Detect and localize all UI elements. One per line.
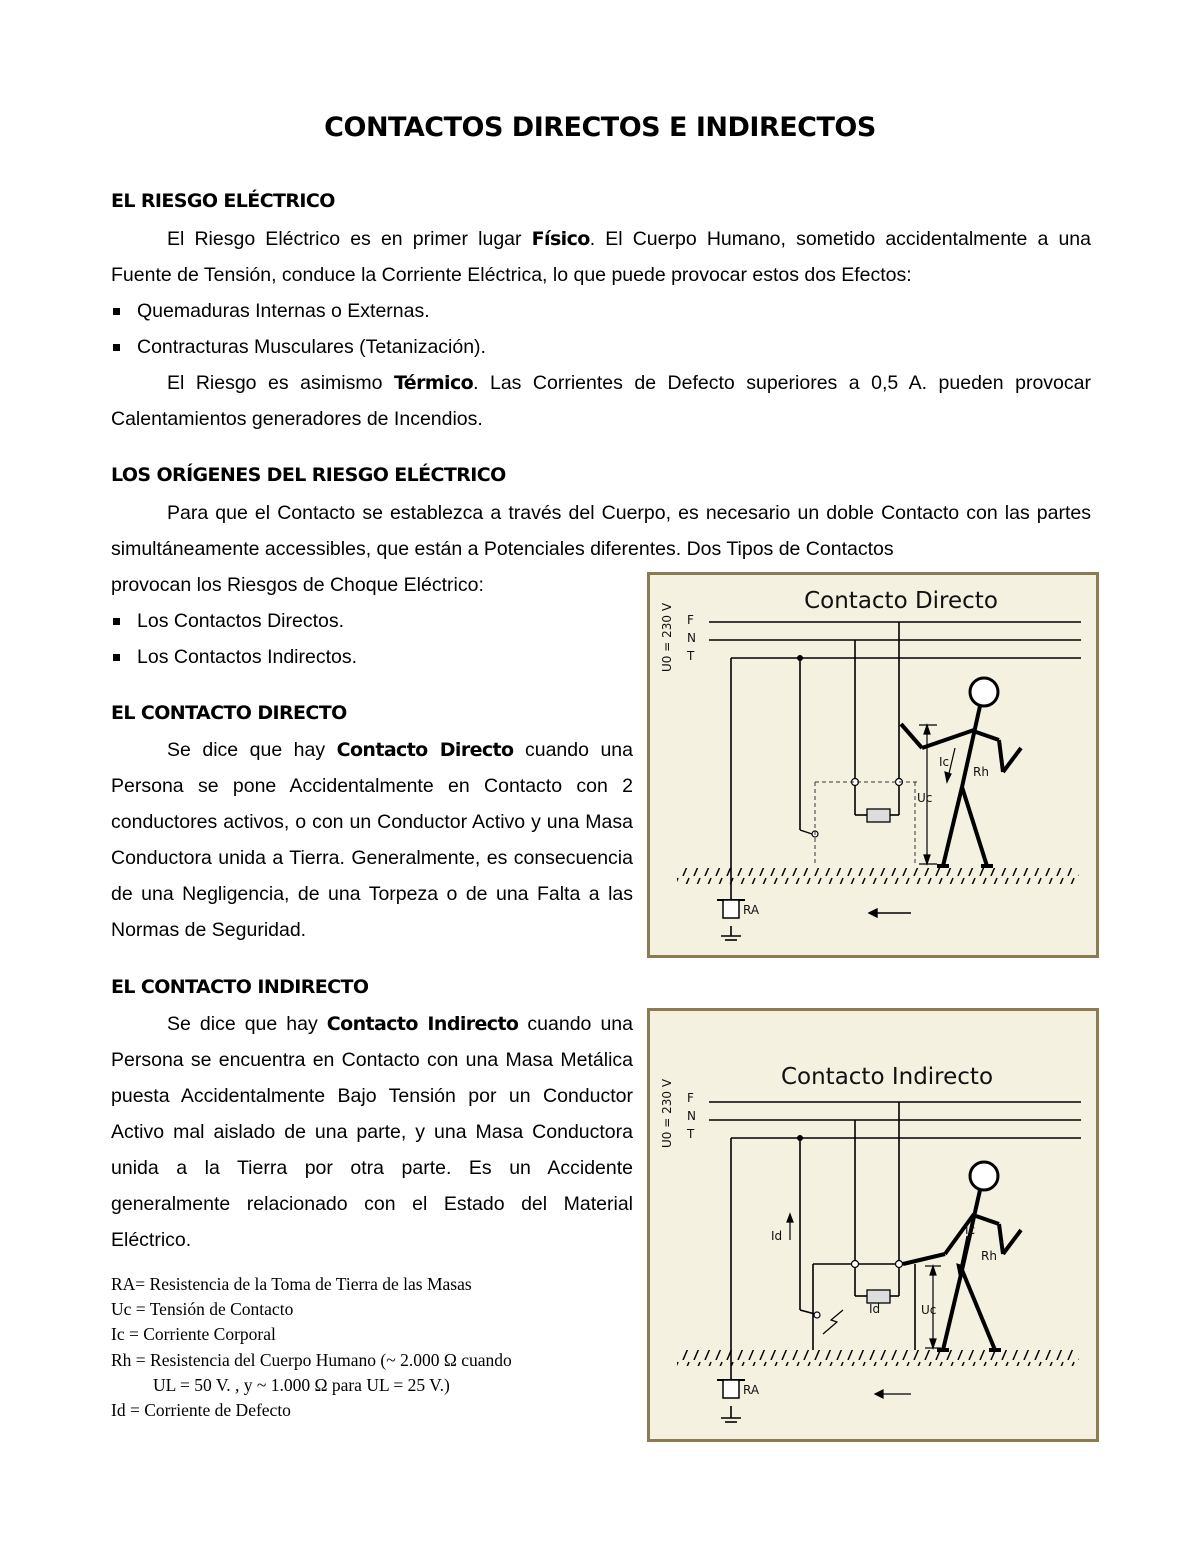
paragraph-contacto-indirecto: Se dice que hay Contacto Indirecto cuando una Persona se encuentra en Contacto con una Masa Metálica puesta Accidentalmente Bajo Tensión por un Conductor Activo mal aislado de una parte, y una Masa Conductora unida a la Tierra por otra parte. Es un Accidente generalmente relacionado con el Estado del Material Eléctrico. bbox=[111, 1013, 633, 1251]
heading-riesgo-electrico: EL RIESGO ELÉCTRICO bbox=[111, 190, 335, 212]
bullet-item: Los Contactos Directos. bbox=[111, 603, 636, 639]
heading-contacto-directo: EL CONTACTO DIRECTO bbox=[111, 702, 347, 724]
bold-fisico: Físico bbox=[531, 228, 590, 250]
legend-id: Id = Corriente de Defecto bbox=[111, 1400, 291, 1421]
paragraph-riesgo-fisico: El Riesgo Eléctrico es en primer lugar Físico. El Cuerpo Humano, sometido accidentalmente a una Fuente de Tensión, conduce la Corriente Eléctrica, lo que puede provocar estos dos Efectos: bbox=[111, 228, 1091, 286]
figure-title: Contacto Indirecto bbox=[780, 1064, 994, 1090]
label-ra: RA bbox=[743, 903, 760, 917]
bold-contacto-indirecto: Contacto Indirecto bbox=[326, 1013, 519, 1035]
paragraph-origenes-end: provocan los Riesgos de Choque Eléctrico: bbox=[111, 574, 484, 596]
label-uc: Uc bbox=[921, 1303, 937, 1317]
bullet-item: Quemaduras Internas o Externas. bbox=[111, 293, 1091, 329]
legend-ra: RA= Resistencia de la Toma de Tierra de las Masas bbox=[111, 1274, 472, 1294]
label-ic: Ic bbox=[965, 1223, 976, 1237]
legend-rh: Rh = Resistencia del Cuerpo Humano (~ 2.000 Ω cuando bbox=[111, 1349, 512, 1370]
section-origenes-list bbox=[111, 567, 636, 675]
ground-resistor bbox=[723, 1380, 739, 1398]
label-ic: Ic bbox=[939, 755, 950, 769]
legend-uc: Uc = Tensión de Contacto bbox=[111, 1299, 294, 1320]
phase-label-n: N bbox=[687, 1109, 696, 1123]
paragraph-riesgo-termico: El Riesgo es asimismo Térmico. Las Corrientes de Defecto superiores a 0,5 A. pueden provocar Calentamientos generadores de Incendios. bbox=[111, 372, 1091, 430]
voltage-label: U0 = 230 V bbox=[660, 1078, 674, 1148]
heading-contacto-indirecto: EL CONTACTO INDIRECTO bbox=[111, 976, 369, 998]
label-id: Id bbox=[771, 1229, 783, 1243]
phase-label-f: F bbox=[687, 1091, 694, 1105]
label-id-fault: Id bbox=[869, 1302, 881, 1316]
bullet-item: Los Contactos Indirectos. bbox=[111, 639, 636, 675]
bold-contacto-directo: Contacto Directo bbox=[336, 739, 514, 761]
phase-label-n: N bbox=[687, 631, 696, 645]
phase-label-t: T bbox=[687, 1127, 695, 1141]
phase-label-f: F bbox=[687, 613, 694, 627]
figure-contacto-directo bbox=[647, 572, 1099, 958]
label-rh: Rh bbox=[981, 1249, 997, 1263]
bold-termico: Térmico bbox=[393, 372, 474, 394]
legend-rh-detail: UL = 50 V. , y ~ 1.000 Ω para UL = 25 V.) bbox=[153, 1374, 450, 1395]
label-ra: RA bbox=[743, 1383, 760, 1397]
phase-label-t: T bbox=[687, 649, 695, 663]
legend-ic: Ic = Corriente Corporal bbox=[111, 1324, 276, 1345]
label-uc: Uc bbox=[917, 791, 933, 805]
label-rh: Rh bbox=[973, 765, 989, 779]
figure-contacto-indirecto bbox=[647, 1008, 1099, 1442]
figure-title: Contacto Directo bbox=[804, 588, 998, 614]
heading-origenes: LOS ORÍGENES DEL RIESGO ELÉCTRICO bbox=[111, 464, 506, 486]
paragraph-origenes: Para que el Contacto se establezca a través del Cuerpo, es necesario un doble Contacto con las partes simultáneamente accessibles, que están a Potenciales diferentes. Dos Tipos de Contactos bbox=[111, 502, 1091, 560]
legend bbox=[111, 1272, 639, 1423]
ground-resistor bbox=[723, 900, 739, 918]
section-riesgo-electrico bbox=[111, 221, 1091, 437]
voltage-label: U0 = 230 V bbox=[660, 602, 674, 672]
paragraph-contacto-directo: Se dice que hay Contacto Directo cuando una Persona se pone Accidentalmente en Contacto con 2 conductores activos, o con un Conductor Activo y una Masa Conductora unida a Tierra. Generalmente, es consecuencia de una Negligencia, de una Torpeza o de una Falta a las Normas de Seguridad. bbox=[111, 739, 633, 941]
bullet-item: Contracturas Musculares (Tetanización). bbox=[111, 329, 1091, 365]
page-title: CONTACTOS DIRECTOS E INDIRECTOS bbox=[324, 112, 876, 143]
figure-frame bbox=[649, 574, 1098, 957]
